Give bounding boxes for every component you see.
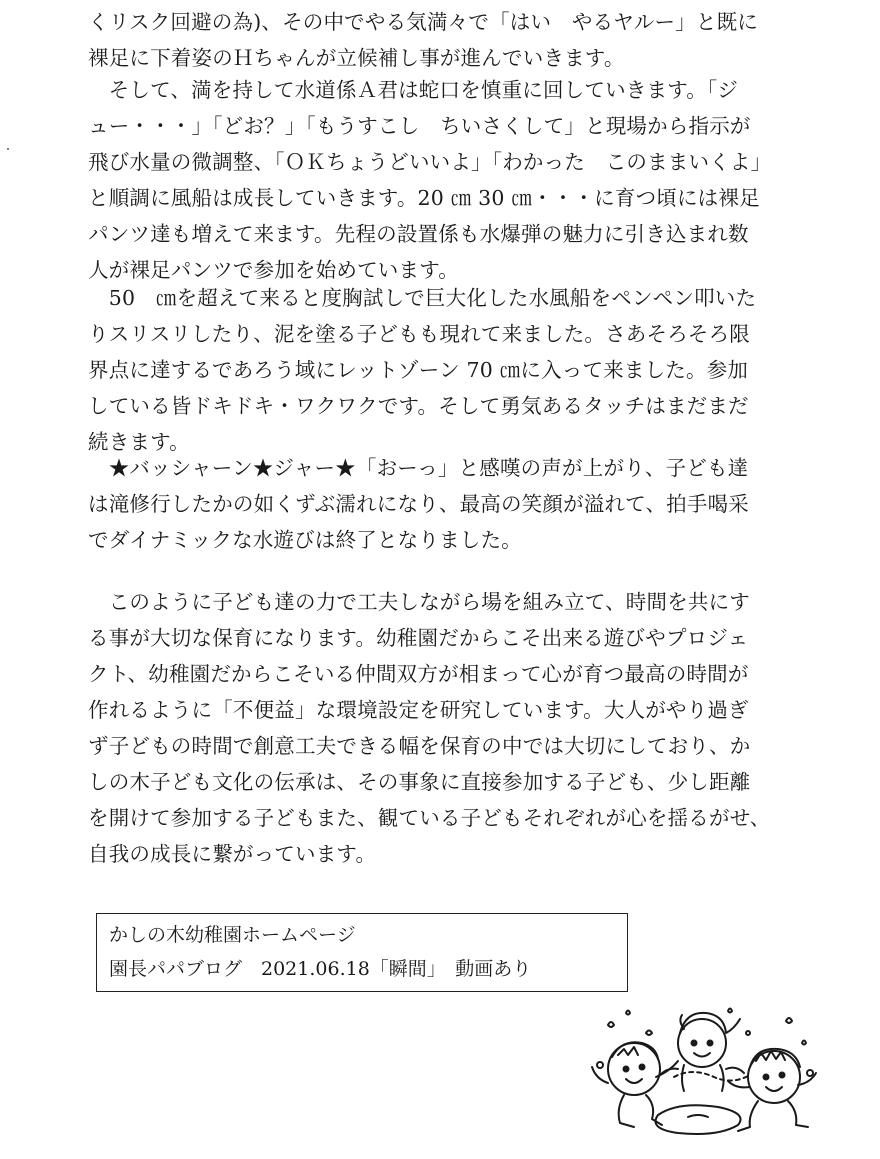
text-line: くリスク回避の為)、その中でやる気満々で「はい やるヤルー」と既に xyxy=(88,10,758,34)
scan-speck xyxy=(7,148,9,150)
paragraph-4 xyxy=(88,450,818,558)
text-line: ず子どもの時間で創意工夫できる幅を保育の中では大切にしており、か xyxy=(88,734,751,758)
text-line: は滝修行したかの如くずぶ濡れになり、最高の笑顔が溢れて、拍手喝采 xyxy=(88,492,749,516)
text-line: ★バッシャーン★ジャー★「おーっ」と感嘆の声が上がり、子ども達 xyxy=(88,456,749,480)
text-line: りスリスリしたり、泥を塗る子どもも現れて来ました。さあそろそろ限 xyxy=(88,322,750,346)
text-line: る事が大切な保育になります。幼稚園だからこそ出来る遊びやプロジェ xyxy=(88,626,749,650)
text-line: 自我の成長に繋がっています。 xyxy=(88,842,377,866)
info-box-title: かしの木幼稚園ホームページ xyxy=(109,924,356,946)
text-line: このように子ども達の力で工夫しながら場を組み立て、時間を共にす xyxy=(88,590,750,614)
text-line: 作れるように「不便益」な環境設定を研究しています。大人がやり過ぎ xyxy=(88,698,749,722)
paragraph-1 xyxy=(88,4,818,76)
text-line: 界点に達するであろう域にレットゾーン 70 ㎝に入って来ました。参加 xyxy=(88,358,749,382)
text-line: 50 ㎝を超えて来ると度胸試しで巨大化した水風船をペンペン叩いた xyxy=(88,286,757,310)
text-line: でダイナミックな水遊びは終了となりました。 xyxy=(88,528,522,552)
text-line: ュー・・・」「どお？」「もうすこし ちいさくして」と現場から指示が xyxy=(88,114,751,138)
children-splashing-water-icon xyxy=(588,1003,820,1139)
text-line: 裸足に下着姿のＨちゃんが立候補し事が進んでいきます。 xyxy=(88,46,625,70)
homepage-info-box xyxy=(96,913,628,992)
text-line: パンツ達も増えて来ます。先程の設置係も水爆弾の魅力に引き込まれ数 xyxy=(88,222,749,246)
text-line: クト、幼稚園だからこそいる仲間双方が相まって心が育つ最高の時間が xyxy=(88,662,749,686)
info-box-blog-ref: 園長パパブログ 2021.06.18「瞬間」 動画あり xyxy=(109,958,532,980)
paragraph-2 xyxy=(88,72,818,288)
text-line: と順調に風船は成長していきます。20 ㎝ 30 ㎝・・・に育つ頃には裸足 xyxy=(88,186,760,210)
paragraph-3 xyxy=(88,280,818,460)
text-line: 人が裸足パンツで参加を始めています。 xyxy=(88,258,459,282)
text-line: しの木子ども文化の伝承は、その事象に直接参加する子ども、少し距離 xyxy=(88,770,751,794)
text-line: そして、満を持して水道係Ａ君は蛇口を慎重に回していきます。「ジ xyxy=(88,78,739,102)
text-line: 飛び水量の微調整、「ＯＫちょうどいいよ」「わかった このままいくよ」 xyxy=(88,150,772,174)
text-line: している皆ドキドキ・ワクワクです。そして勇気あるタッチはまだまだ xyxy=(88,394,749,418)
text-line: を開けて参加する子どもまた、観ている子どもそれぞれが心を揺るがせ、 xyxy=(88,806,771,830)
paragraph-5 xyxy=(88,584,818,872)
text-line: 続きます。 xyxy=(88,430,190,454)
